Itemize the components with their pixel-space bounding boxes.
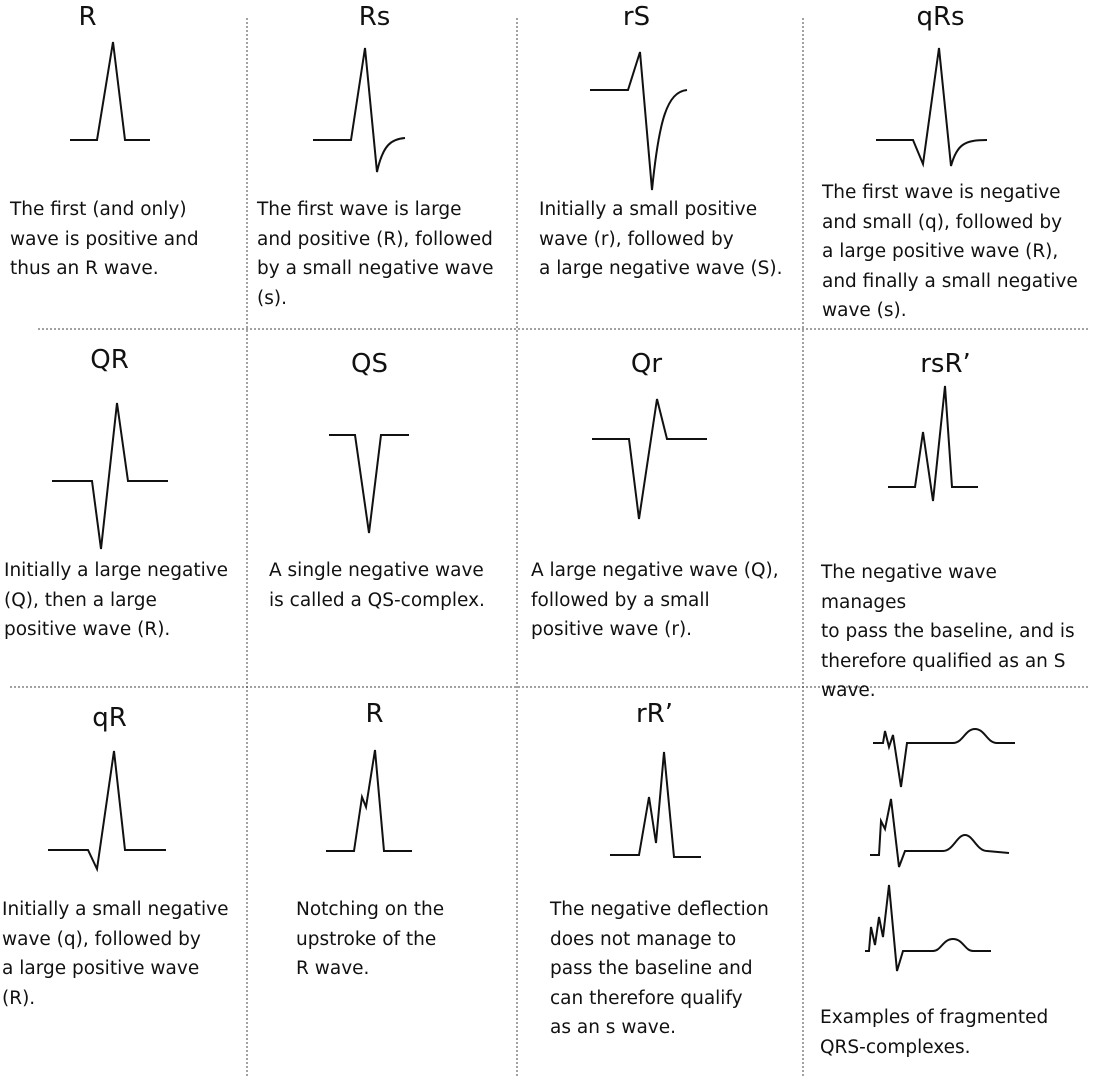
cell-description: The negative deflection does not manage to pass the baseline and can therefore qualify as an s wave. <box>550 899 769 1038</box>
fragmented-qrs-example-1 <box>873 729 1015 787</box>
cell-title: QR <box>90 345 129 375</box>
cell-title: R <box>78 2 97 32</box>
cell-r <box>0 0 275 329</box>
cell-title: qR <box>92 703 127 733</box>
QR-wave-diagram <box>0 389 275 569</box>
cell-rR <box>517 687 792 1080</box>
cell-rsR <box>803 329 1078 701</box>
qRs-wave-diagram <box>803 30 1078 180</box>
cell-Qr <box>517 329 792 687</box>
cell-description: Examples of fragmented QRS-complexes. <box>820 1007 1049 1058</box>
r-wave-diagram <box>0 30 275 160</box>
QS-wave <box>329 435 409 533</box>
cell-rs <box>247 0 522 329</box>
cell-title: rsR’ <box>920 349 971 379</box>
cell-description: The negative wave manages to pass the baseline, and is therefore qualified as an S wave. <box>821 562 1075 701</box>
cell-title: rR’ <box>635 699 674 729</box>
cell-rS <box>517 0 792 329</box>
cell-QR <box>0 329 275 687</box>
R-notch-wave <box>326 750 412 851</box>
rS-wave-diagram <box>517 30 792 200</box>
QR-wave <box>52 403 168 549</box>
cell-description: Initially a large negative (Q), then a large positive wave (R). <box>4 560 229 640</box>
fragmented-qrs-diagram <box>803 687 1078 987</box>
fragmented-qrs-example-3 <box>865 885 991 971</box>
rR-wave <box>610 752 701 857</box>
R-notch-wave-diagram <box>247 747 522 887</box>
cell-description: Initially a small negative wave (q), followed by a large positive wave (R). <box>2 899 229 1009</box>
qR-wave-diagram <box>0 747 275 887</box>
rR-wave-diagram <box>517 747 792 887</box>
rsR-wave-diagram <box>803 379 1078 559</box>
fragmented-qrs-example-2 <box>870 799 1009 867</box>
cell-fragmented <box>803 687 1078 1080</box>
cell-title: Rs <box>358 2 391 32</box>
rs-wave <box>313 48 405 172</box>
cell-title: Qr <box>630 349 663 379</box>
cell-title: R <box>365 699 384 729</box>
cell-description: Notching on the upstroke of the R wave. <box>296 899 445 979</box>
QS-wave-diagram <box>247 389 522 569</box>
cell-title: QS <box>351 349 388 379</box>
cell-qRs <box>803 0 1078 329</box>
cell-title: rS <box>622 2 651 32</box>
rS-wave <box>590 52 687 190</box>
cell-description: A large negative wave (Q), followed by a small positive wave (r). <box>531 560 779 640</box>
r-wave <box>70 42 150 140</box>
cell-description: The first wave is large and positive (R), followed by a small negative wave (s). <box>257 199 494 309</box>
rs-wave-diagram <box>247 30 522 180</box>
cell-R-notch <box>247 687 522 1080</box>
cell-description: Initially a small positive wave (r), followed by a large negative wave (S). <box>539 199 783 279</box>
Qr-wave-diagram <box>517 389 792 569</box>
qRs-wave <box>876 48 987 166</box>
qR-wave <box>48 751 166 869</box>
cell-qR <box>0 687 275 1080</box>
rsR-wave <box>888 386 978 501</box>
cell-description: The first (and only) wave is positive and thus an R wave. <box>10 199 199 279</box>
cell-description: A single negative wave is called a QS-complex. <box>269 560 485 611</box>
cell-description: The first wave is negative and small (q), followed by a large positive wave (R), and finally a small negative wave (s). <box>822 182 1078 321</box>
Qr-wave <box>592 399 707 519</box>
cell-title: qRs <box>916 2 965 32</box>
cell-QS <box>247 329 522 687</box>
